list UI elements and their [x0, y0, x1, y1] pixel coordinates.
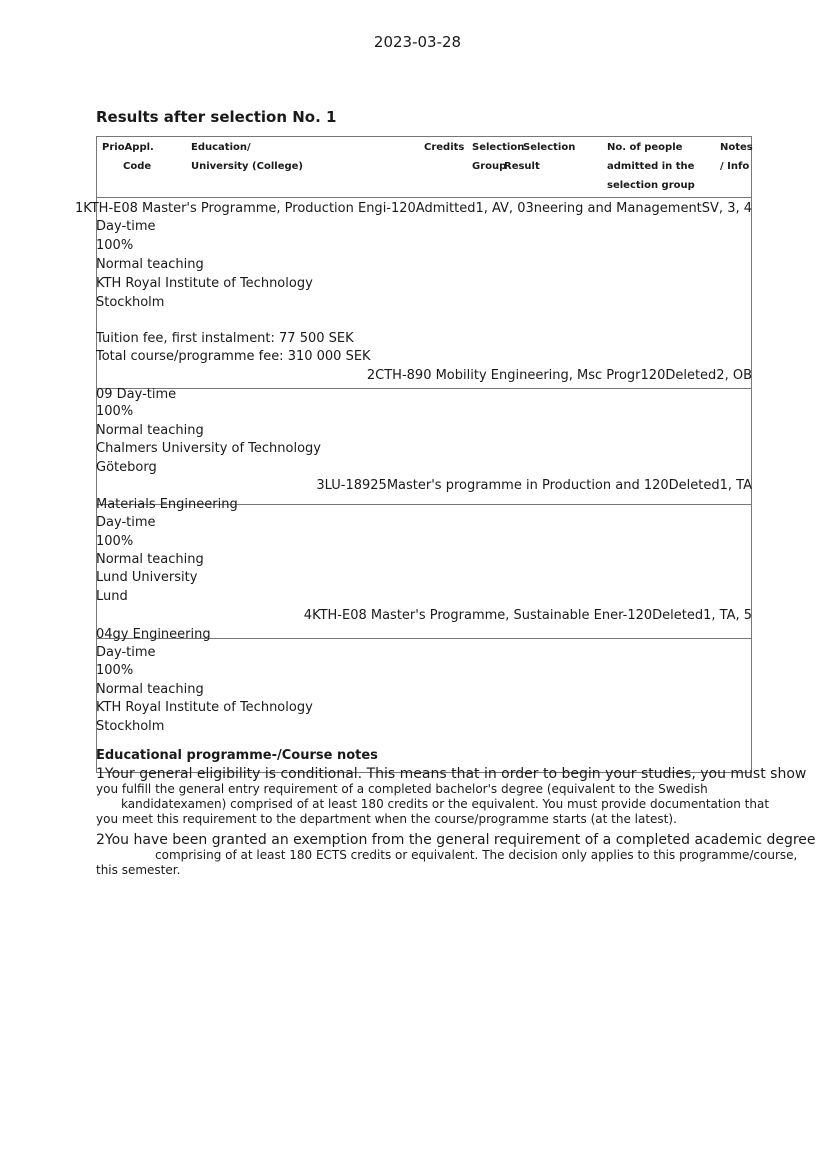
header-selection-result-2: Result — [504, 161, 540, 172]
note-1-line: you fulfill the general entry requirement of a completed bachelor's degree (equivalent to the Swedish — [96, 782, 708, 796]
row-detail-line: KTH Royal Institute of Technology — [96, 276, 313, 291]
page-title: Results after selection No. 1 — [96, 108, 337, 126]
header-selection-group-1: Selection — [472, 142, 525, 153]
row-detail-line: Day-time — [96, 219, 156, 234]
row-detail-line: Lund University — [96, 570, 198, 585]
tuition-fee-first-instalment: Tuition fee, first instalment: 77 500 SEK — [96, 331, 354, 346]
row-detail-line: Chalmers University of Technology — [96, 441, 321, 456]
row-detail-line: 100% — [96, 238, 134, 253]
row-main-line: 2CTH-890 Mobility Engineering, Msc Progr120Deleted2, OB — [366, 368, 752, 383]
row-detail-line: 100% — [96, 534, 134, 549]
header-notes-1: Notes — [720, 142, 753, 153]
header-education: Education/ — [191, 142, 251, 153]
row-wrap-line: Materials Engineering — [96, 497, 238, 512]
header-selection-group-2: Group — [472, 161, 507, 172]
header-people-1: No. of people — [607, 142, 683, 153]
row-main-line: 4KTH-E08 Master's Programme, Sustainable Ener-120Deleted1, TA, 5 — [303, 608, 752, 623]
row-detail-line: Stockholm — [96, 719, 165, 734]
row-detail-line: Normal teaching — [96, 257, 204, 272]
note-1-line: kandidatexamen) comprised of at least 180 credits or the equivalent. You must provide documentation that — [121, 797, 770, 811]
note-1-line: 1Your general eligibility is conditional. This means that in order to begin your studies, you must show — [96, 766, 807, 782]
row-detail-line: 100% — [96, 404, 134, 419]
row-detail-line: Normal teaching — [96, 423, 204, 438]
row-detail-line: Stockholm — [96, 295, 165, 310]
row-wrap-line: 04gy Engineering — [96, 627, 211, 642]
header-university: University (College) — [191, 161, 303, 172]
row-detail-line: Day-time — [96, 645, 156, 660]
header-people-3: selection group — [607, 180, 695, 191]
header-prio-appl: PrioAppl. — [102, 142, 154, 153]
header-selection-result-1: Selection — [523, 142, 576, 153]
header-notes-2: / Info — [720, 161, 750, 172]
row-detail-line: Normal teaching — [96, 552, 204, 567]
row-detail-line: KTH Royal Institute of Technology — [96, 700, 313, 715]
tuition-fee-total: Total course/programme fee: 310 000 SEK — [96, 349, 371, 364]
row-detail-line: Göteborg — [96, 460, 157, 475]
row-main-line: 1KTH-E08 Master's Programme, Production Engi-120Admitted1, AV, 03neering and ManagementSV, 3, 4 — [74, 201, 752, 216]
row-detail-line: Day-time — [96, 515, 156, 530]
header-code: Code — [123, 161, 152, 172]
row-detail-line: Lund — [96, 589, 128, 604]
note-2-line: comprising of at least 180 ECTS credits or equivalent. The decision only applies to this programme/course, — [155, 848, 798, 862]
row-main-line: 3LU-18925Master's programme in Production and 120Deleted1, TA — [316, 478, 752, 493]
header-divider — [96, 197, 752, 198]
row-divider — [96, 388, 752, 389]
document-date: 2023-03-28 — [373, 33, 462, 51]
note-2-line: this semester. — [96, 863, 181, 877]
note-1-line: you meet this requirement to the department when the course/programme starts (at the latest). — [96, 812, 677, 826]
header-people-2: admitted in the — [607, 161, 695, 172]
row-detail-line: Normal teaching — [96, 682, 204, 697]
note-2-line: 2You have been granted an exemption from the general requirement of a completed academic degree — [96, 832, 816, 848]
row-wrap-line: 09 Day-time — [96, 387, 177, 402]
row-detail-line: 100% — [96, 663, 134, 678]
notes-title: Educational programme-/Course notes — [96, 748, 378, 763]
header-credits: Credits — [424, 142, 465, 153]
